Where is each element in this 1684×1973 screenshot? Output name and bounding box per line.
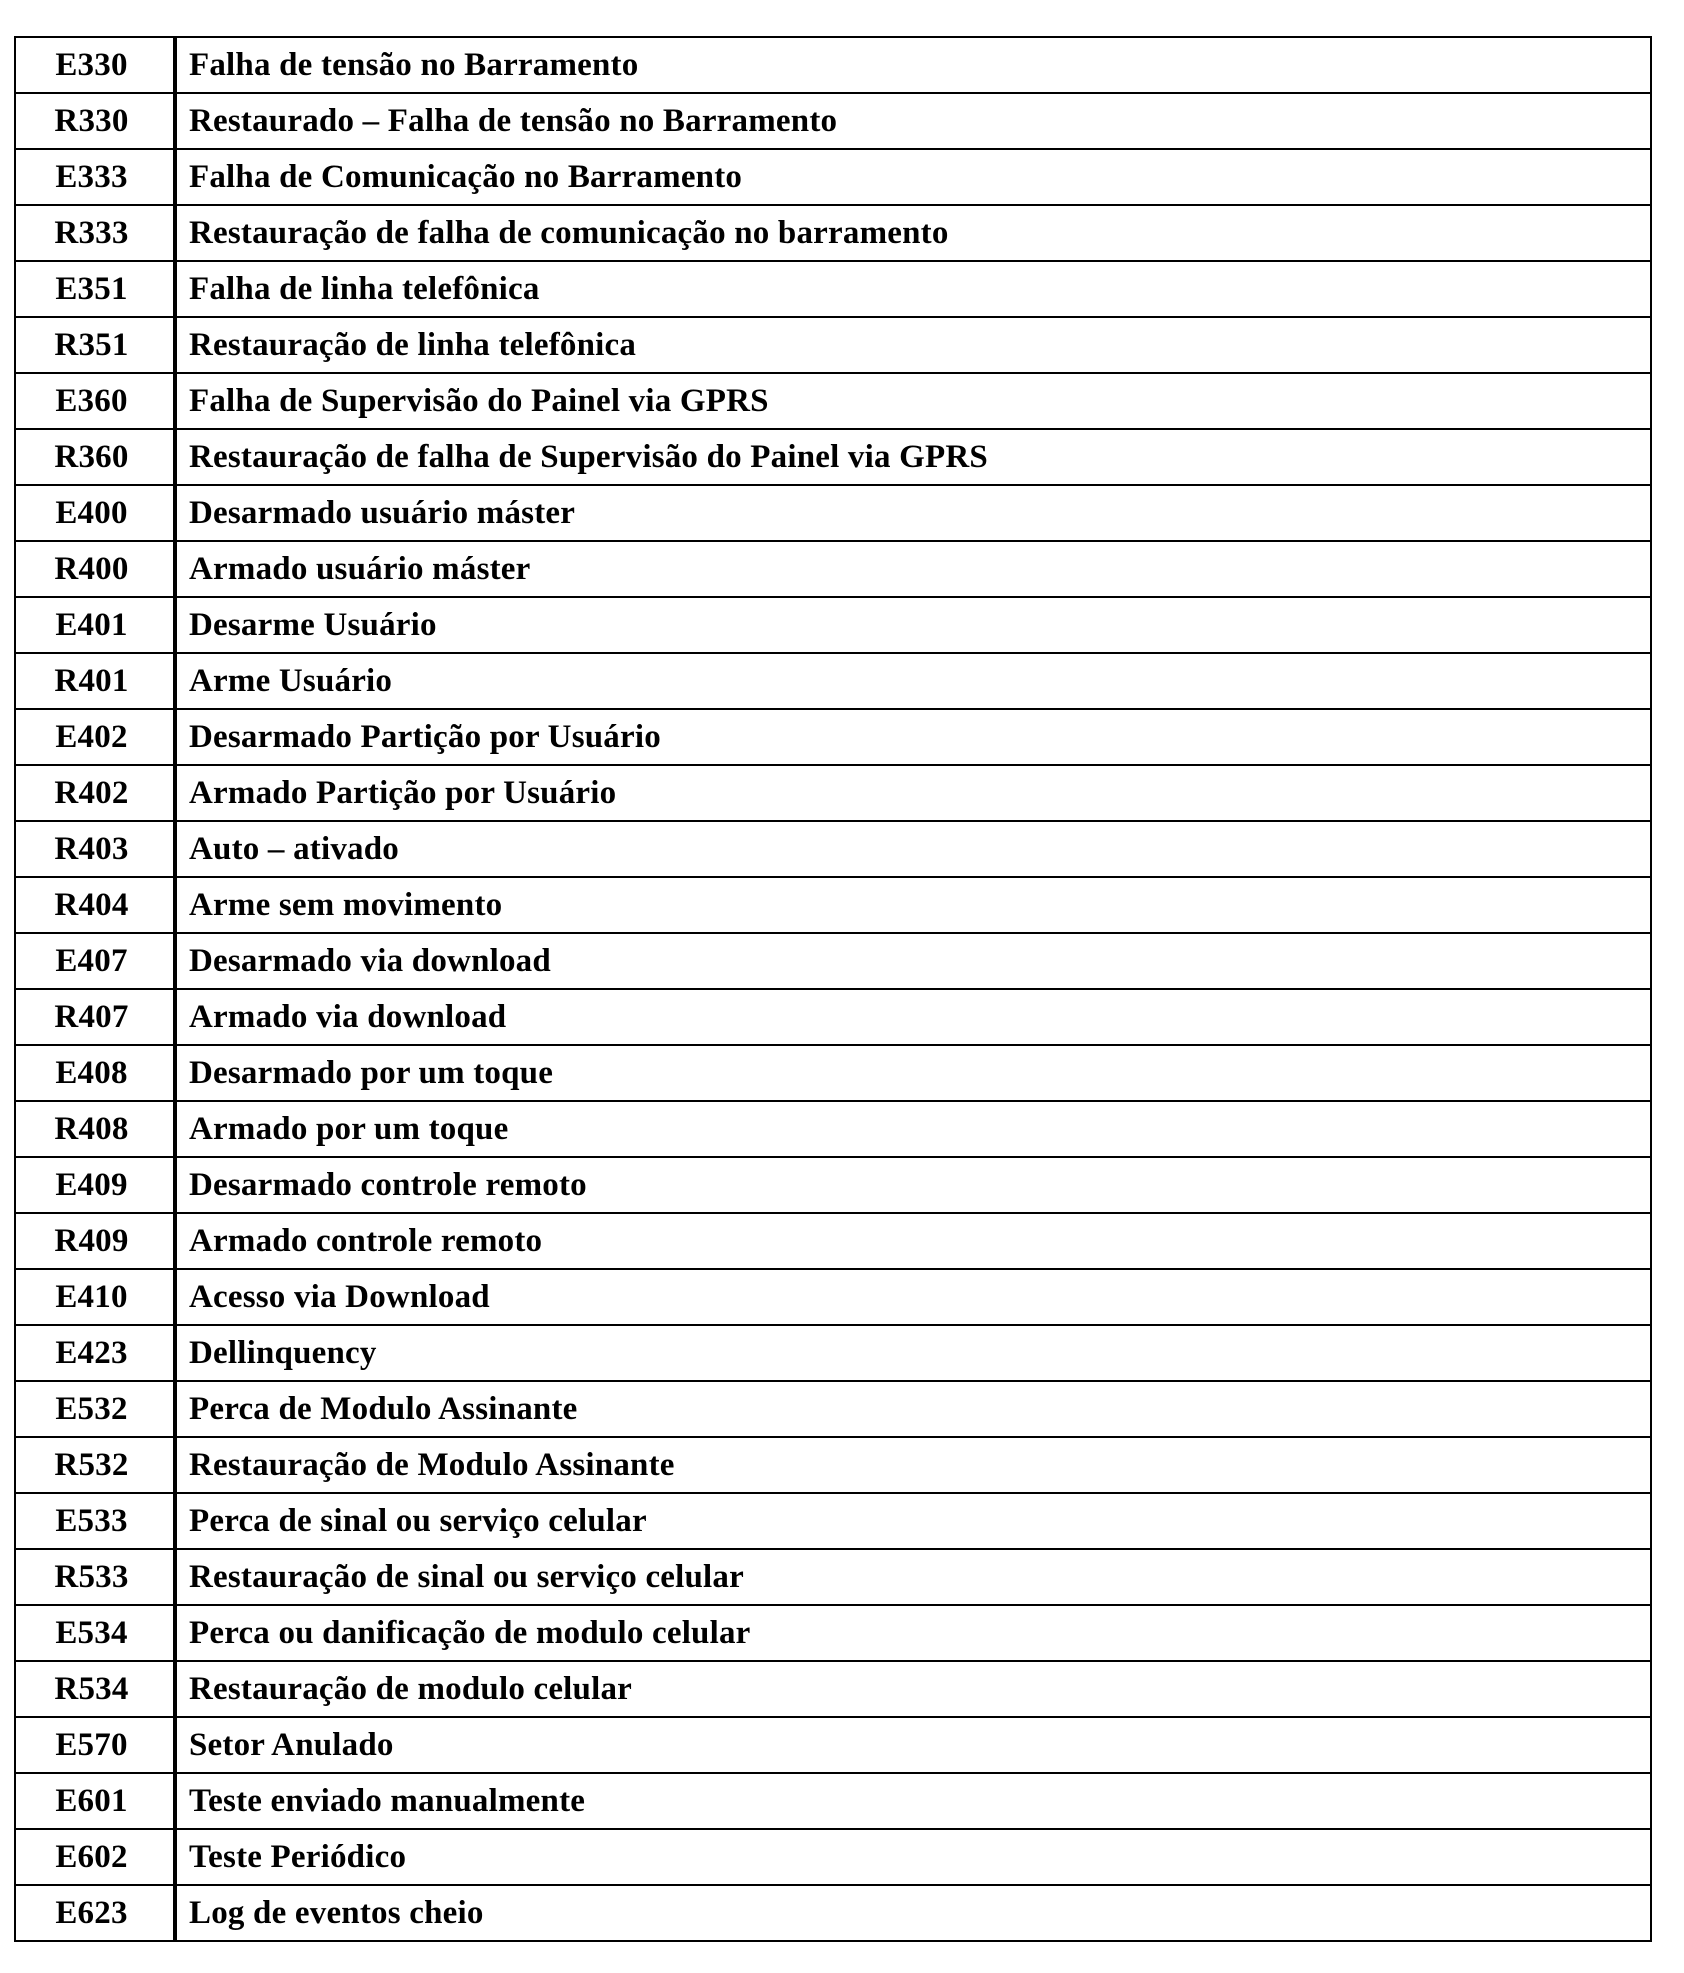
event-description-cell: Armado via download: [175, 989, 1651, 1045]
table-row: [15, 1493, 1651, 1549]
event-code-cell: R533: [15, 1549, 175, 1605]
table-row: [15, 765, 1651, 821]
event-description-cell: Armado Partição por Usuário: [175, 765, 1651, 821]
event-code-cell: R401: [15, 653, 175, 709]
event-description-cell: Armado controle remoto: [175, 1213, 1651, 1269]
event-description-cell: Restauração de Modulo Assinante: [175, 1437, 1651, 1493]
event-description-cell: Auto – ativado: [175, 821, 1651, 877]
table-row: [15, 1605, 1651, 1661]
event-description-cell: Perca ou danificação de modulo celular: [175, 1605, 1651, 1661]
event-description-cell: Dellinquency: [175, 1325, 1651, 1381]
table-row: [15, 653, 1651, 709]
event-description-cell: Desarmado via download: [175, 933, 1651, 989]
event-description-cell: Armado por um toque: [175, 1101, 1651, 1157]
event-description-cell: Falha de Supervisão do Painel via GPRS: [175, 373, 1651, 429]
event-description-cell: Desarmado usuário máster: [175, 485, 1651, 541]
event-description-cell: Acesso via Download: [175, 1269, 1651, 1325]
event-code-cell: R360: [15, 429, 175, 485]
event-description-cell: Armado usuário máster: [175, 541, 1651, 597]
event-code-table-container: [14, 36, 1650, 1942]
event-description-cell: Falha de tensão no Barramento: [175, 37, 1651, 93]
table-row: [15, 541, 1651, 597]
event-code-table: [14, 36, 1652, 1942]
event-description-cell: Restauração de falha de Supervisão do Painel via GPRS: [175, 429, 1651, 485]
event-code-cell: E410: [15, 1269, 175, 1325]
event-code-cell: R532: [15, 1437, 175, 1493]
event-code-cell: E401: [15, 597, 175, 653]
event-description-cell: Teste Periódico: [175, 1829, 1651, 1885]
table-row: [15, 205, 1651, 261]
page-bottom-clip: [0, 1955, 1684, 1973]
event-code-cell: E330: [15, 37, 175, 93]
table-row: [15, 1325, 1651, 1381]
table-row: [15, 1437, 1651, 1493]
event-description-cell: Restauração de sinal ou serviço celular: [175, 1549, 1651, 1605]
event-code-cell: R330: [15, 93, 175, 149]
table-row: [15, 261, 1651, 317]
table-row: [15, 1045, 1651, 1101]
event-code-cell: R333: [15, 205, 175, 261]
table-row: [15, 429, 1651, 485]
event-code-cell: E400: [15, 485, 175, 541]
table-row: [15, 933, 1651, 989]
table-row: [15, 37, 1651, 93]
event-description-cell: Setor Anulado: [175, 1717, 1651, 1773]
table-row: [15, 877, 1651, 933]
event-code-cell: E408: [15, 1045, 175, 1101]
table-row: [15, 1549, 1651, 1605]
event-description-cell: Restauração de falha de comunicação no barramento: [175, 205, 1651, 261]
event-code-cell: E570: [15, 1717, 175, 1773]
event-code-cell: R534: [15, 1661, 175, 1717]
table-row: [15, 821, 1651, 877]
event-code-cell: E532: [15, 1381, 175, 1437]
event-code-cell: E423: [15, 1325, 175, 1381]
table-row: [15, 485, 1651, 541]
event-description-cell: Arme sem movimento: [175, 877, 1651, 933]
table-row: [15, 1157, 1651, 1213]
event-code-cell: E333: [15, 149, 175, 205]
event-code-cell: R351: [15, 317, 175, 373]
event-description-cell: Log de eventos cheio: [175, 1885, 1651, 1941]
table-row: [15, 317, 1651, 373]
event-description-cell: Restauração de modulo celular: [175, 1661, 1651, 1717]
event-code-cell: E533: [15, 1493, 175, 1549]
event-description-cell: Desarme Usuário: [175, 597, 1651, 653]
event-description-cell: Teste enviado manualmente: [175, 1773, 1651, 1829]
table-row: [15, 1829, 1651, 1885]
event-code-cell: R408: [15, 1101, 175, 1157]
event-code-cell: R409: [15, 1213, 175, 1269]
event-description-cell: Restaurado – Falha de tensão no Barramento: [175, 93, 1651, 149]
event-description-cell: Desarmado controle remoto: [175, 1157, 1651, 1213]
event-code-cell: R403: [15, 821, 175, 877]
event-description-cell: Falha de Comunicação no Barramento: [175, 149, 1651, 205]
event-code-cell: E360: [15, 373, 175, 429]
table-row: [15, 1213, 1651, 1269]
event-code-cell: E602: [15, 1829, 175, 1885]
table-row: [15, 1101, 1651, 1157]
event-code-cell: R402: [15, 765, 175, 821]
table-row: [15, 149, 1651, 205]
event-code-table-body: [15, 37, 1651, 1941]
table-row: [15, 1885, 1651, 1941]
table-row: [15, 1381, 1651, 1437]
table-row: [15, 709, 1651, 765]
event-code-cell: E402: [15, 709, 175, 765]
event-description-cell: Perca de Modulo Assinante: [175, 1381, 1651, 1437]
event-code-cell: E534: [15, 1605, 175, 1661]
table-row: [15, 93, 1651, 149]
event-description-cell: Falha de linha telefônica: [175, 261, 1651, 317]
event-description-cell: Desarmado Partição por Usuário: [175, 709, 1651, 765]
table-row: [15, 1773, 1651, 1829]
event-code-cell: E351: [15, 261, 175, 317]
table-row: [15, 597, 1651, 653]
event-code-cell: E623: [15, 1885, 175, 1941]
event-code-cell: E409: [15, 1157, 175, 1213]
event-code-cell: E407: [15, 933, 175, 989]
table-row: [15, 1269, 1651, 1325]
event-description-cell: Perca de sinal ou serviço celular: [175, 1493, 1651, 1549]
table-row: [15, 989, 1651, 1045]
event-code-cell: R407: [15, 989, 175, 1045]
table-row: [15, 373, 1651, 429]
event-code-cell: R404: [15, 877, 175, 933]
table-row: [15, 1661, 1651, 1717]
event-description-cell: Desarmado por um toque: [175, 1045, 1651, 1101]
event-description-cell: Restauração de linha telefônica: [175, 317, 1651, 373]
event-description-cell: Arme Usuário: [175, 653, 1651, 709]
table-row: [15, 1717, 1651, 1773]
event-code-cell: E601: [15, 1773, 175, 1829]
event-code-cell: R400: [15, 541, 175, 597]
